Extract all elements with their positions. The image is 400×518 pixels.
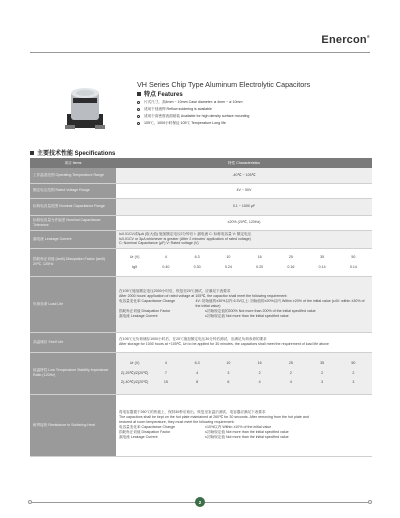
loadlife-requirement: 电容量变化率 Capacitance Change 4V: 初始值的±30%以内 6.3V以上: 初始值的±20%以内 Within ±20% of the initial value (≤4V: within ±30% of the initial value) bbox=[119, 299, 365, 308]
voltage-cell: 25 bbox=[288, 360, 293, 365]
feature-item: 片式尺寸，高4mm ~ 10mm Case diameter: ø 4mm ~ ø 10mm bbox=[137, 99, 249, 106]
shelf-text-en: After storage for 1000 hours at +105℃, Un to be applied for 30 minutes, the capacitors shall meet the requirement of load life above bbox=[119, 342, 329, 346]
solder-requirement: 电容量变化率 Capacitance Change ±10%以内 Within ±10% of the initial value bbox=[119, 425, 272, 429]
tg-cell: 0.40 bbox=[162, 264, 170, 269]
label-z40: Z(-40℃)/Z(20℃) bbox=[120, 380, 149, 385]
leakage-text-en: I≤0.01CV or 3μA whichever is greater (After 2 minutes' application of rated voltage) bbox=[119, 236, 251, 241]
table-header-row bbox=[30, 158, 372, 168]
loadlife-requirement: 漏电流 Leakage Current ≤初始规定值 Not more than the initial specified value bbox=[119, 313, 289, 318]
feature-item: 105℃，1000小时保证 105℃ Temperature Long life bbox=[137, 120, 249, 127]
loadlife-requirement: 损耗角正切值 Dissipation Factor ≤初始规定值的200% Not more than 200% of the initial specified value bbox=[119, 308, 316, 313]
circle-bullet-icon bbox=[137, 101, 140, 104]
tg-cell: 0.30 bbox=[193, 264, 201, 269]
voltage-cell: 50 bbox=[351, 254, 356, 259]
row-item-shelf: 高温储存 Shelf Life bbox=[30, 332, 116, 352]
ratio-cell: 8 bbox=[196, 380, 199, 385]
ratio-cell: 15 bbox=[163, 380, 168, 385]
voltage-cell: 6.3 bbox=[194, 254, 200, 259]
footer-left-dot-icon bbox=[28, 500, 32, 504]
solder-requirement: 漏电流 Leakage Current ≤初始规定值 Not more than the initial specified value bbox=[119, 434, 289, 439]
voltage-cell: 10 bbox=[226, 360, 231, 365]
square-bullet-icon bbox=[30, 151, 34, 155]
label-ur: Ur (V) bbox=[129, 254, 140, 259]
circle-bullet-icon bbox=[137, 122, 140, 125]
solder-text-cn: 将电容器置于260℃的热板上，保持30秒后取出，恢复至室温后测试，电容器应满足下表要求 bbox=[119, 410, 266, 415]
ratio-cell: 4 bbox=[196, 370, 199, 375]
row-item-solder: 耐焊接热 Resistance to Soldering Heat bbox=[30, 394, 116, 456]
row-value-leakage bbox=[116, 230, 372, 248]
row-item-dissipation: 损耗角正切值 (tanδ) Dissipation Factor (tanδ) 20℃, 120Hz bbox=[30, 248, 116, 276]
table-row bbox=[30, 230, 372, 248]
ratio-cell: 3 bbox=[321, 380, 324, 385]
page-number: 2 bbox=[195, 497, 205, 507]
leakage-text-legend: C: Nominal Capacitance (μF) V: Rated voltage (V) bbox=[119, 241, 199, 246]
tg-cell: 0.24 bbox=[224, 264, 232, 269]
header-items: 项目 Items bbox=[30, 158, 116, 168]
row-value-capacitance: 0.1 ~ 1000 μF bbox=[116, 198, 372, 215]
features-heading: 特点 Features bbox=[137, 89, 183, 98]
label-tg: tgδ bbox=[132, 264, 138, 269]
row-item-tolerance: 标称电容量允许偏差 Nominal Capacitance Tolerance bbox=[30, 215, 116, 230]
dissipation-tg-row bbox=[119, 265, 369, 270]
ratio-cell: 2 bbox=[352, 370, 355, 375]
solder-requirement: 损耗角正切值 Dissipation Factor ≤初始规定值 Not more than the initial specified value bbox=[119, 429, 289, 434]
row-value-voltage: 4V ~ 50V bbox=[116, 183, 372, 198]
loadlife-text-en: After 2000 hours' application of rated voltage at 105℃, the capacitor shall meet the following requirement: bbox=[119, 294, 288, 299]
voltage-cell: 6.3 bbox=[194, 360, 200, 365]
lowtemp-z25-row bbox=[119, 371, 369, 376]
ratio-cell: 3 bbox=[227, 370, 230, 375]
ratio-cell: 2 bbox=[321, 370, 324, 375]
voltage-cell: 25 bbox=[288, 254, 293, 259]
row-item-voltage: 额定电压范围 Rated Voltage Range bbox=[30, 183, 116, 198]
row-item-lowtemp: 低温特性 Low Temperature Stability Impedance Ratio (120Hz) bbox=[30, 352, 116, 394]
label-ur: Ur (V) bbox=[129, 360, 140, 365]
tg-cell: 0.16 bbox=[287, 264, 295, 269]
table-row bbox=[30, 248, 372, 276]
ratio-cell: 3 bbox=[352, 380, 355, 385]
feature-item: 适用于回流焊 Reflow soldering is available bbox=[137, 106, 249, 113]
row-item-capacitance: 标称电容量范围 Nominal Capacitance Range bbox=[30, 198, 116, 215]
row-value-shelf bbox=[116, 332, 372, 352]
solder-text-en-cont: restored at room temperature, they must meet the following requirement: bbox=[119, 420, 235, 425]
row-value-tolerance: ±20% (20℃, 120Hz) bbox=[116, 215, 372, 230]
ratio-cell: 4 bbox=[258, 380, 261, 385]
circle-bullet-icon bbox=[137, 115, 140, 118]
row-item-temp: 工作温度范围 Operating Temperature Range bbox=[30, 168, 116, 183]
header-rule bbox=[30, 52, 370, 53]
shelf-text-cn: 在105℃无负荷储存1000小时后，在20℃施加额定电压30分钟后测试，应满足负荷寿命的要求 bbox=[119, 337, 267, 342]
tg-cell: 0.14 bbox=[318, 264, 326, 269]
ratio-cell: 6 bbox=[227, 380, 230, 385]
row-item-leakage: 漏电流 Leakage Current bbox=[30, 230, 116, 248]
voltage-cell: 16 bbox=[257, 360, 262, 365]
table-row bbox=[30, 215, 372, 230]
voltage-cell: 35 bbox=[320, 360, 325, 365]
lowtemp-z40-row bbox=[119, 380, 369, 385]
square-bullet-icon bbox=[137, 92, 141, 96]
leakage-text-cn: I≤0.01CV或3μA (取大值) 施加额定电压2分钟后 I: 漏电流 C: 标称电容量 V: 额定电压 bbox=[119, 231, 252, 236]
solder-text-en: The capacitors shall be kept on the hot plate maintained at 260℃ for 30 seconds. After removing from the hot plate and bbox=[119, 415, 309, 420]
row-item-loadlife: 负荷寿命 Load Life bbox=[30, 276, 116, 332]
lowtemp-voltage-row bbox=[119, 361, 369, 366]
ratio-cell: 4 bbox=[289, 380, 292, 385]
voltage-cell: 10 bbox=[226, 254, 231, 259]
row-value-lowtemp bbox=[116, 352, 372, 394]
row-value-temp: -40℃ ~ 105℃ bbox=[116, 168, 372, 183]
brand-logo: Enercon® bbox=[321, 34, 370, 46]
series-title: VH Series Chip Type Aluminum Electrolytic Capacitors bbox=[137, 80, 311, 89]
table-row bbox=[30, 394, 372, 456]
footer-right-dot-icon bbox=[368, 500, 372, 504]
ratio-cell: 2 bbox=[258, 370, 261, 375]
table-row bbox=[30, 168, 372, 183]
table-row bbox=[30, 198, 372, 215]
label-z25: Z(-25℃)/Z(20℃) bbox=[120, 370, 149, 375]
row-value-solder bbox=[116, 394, 372, 456]
row-value-loadlife bbox=[116, 276, 372, 332]
features-list bbox=[137, 99, 249, 127]
row-value-dissipation bbox=[116, 248, 372, 276]
ratio-cell: 2 bbox=[289, 370, 292, 375]
table-row bbox=[30, 352, 372, 394]
feature-item: 适用于高密度表面贴装 Available for high density surface mounting bbox=[137, 113, 249, 120]
specifications-table bbox=[30, 158, 372, 457]
voltage-cell: 50 bbox=[351, 360, 356, 365]
voltage-cell: 35 bbox=[320, 254, 325, 259]
capacitor-product-image bbox=[63, 84, 107, 132]
circle-bullet-icon bbox=[137, 108, 140, 111]
tg-cell: 0.20 bbox=[256, 264, 264, 269]
ratio-cell: 7 bbox=[164, 370, 167, 375]
table-row bbox=[30, 276, 372, 332]
table-row bbox=[30, 332, 372, 352]
dissipation-voltage-row bbox=[119, 255, 369, 260]
tg-cell: 0.14 bbox=[349, 264, 357, 269]
table-row bbox=[30, 183, 372, 198]
loadlife-text-cn: 在105℃施加额定电压2000小时后，恢复至20℃测试，应满足下表要求 bbox=[119, 289, 231, 294]
specifications-heading: 主要技术性能 Specifications bbox=[30, 148, 115, 157]
voltage-cell: 4 bbox=[164, 360, 167, 365]
voltage-cell: 16 bbox=[257, 254, 262, 259]
voltage-cell: 4 bbox=[164, 254, 167, 259]
header-characteristics: 特性 Characteristics bbox=[116, 158, 372, 168]
